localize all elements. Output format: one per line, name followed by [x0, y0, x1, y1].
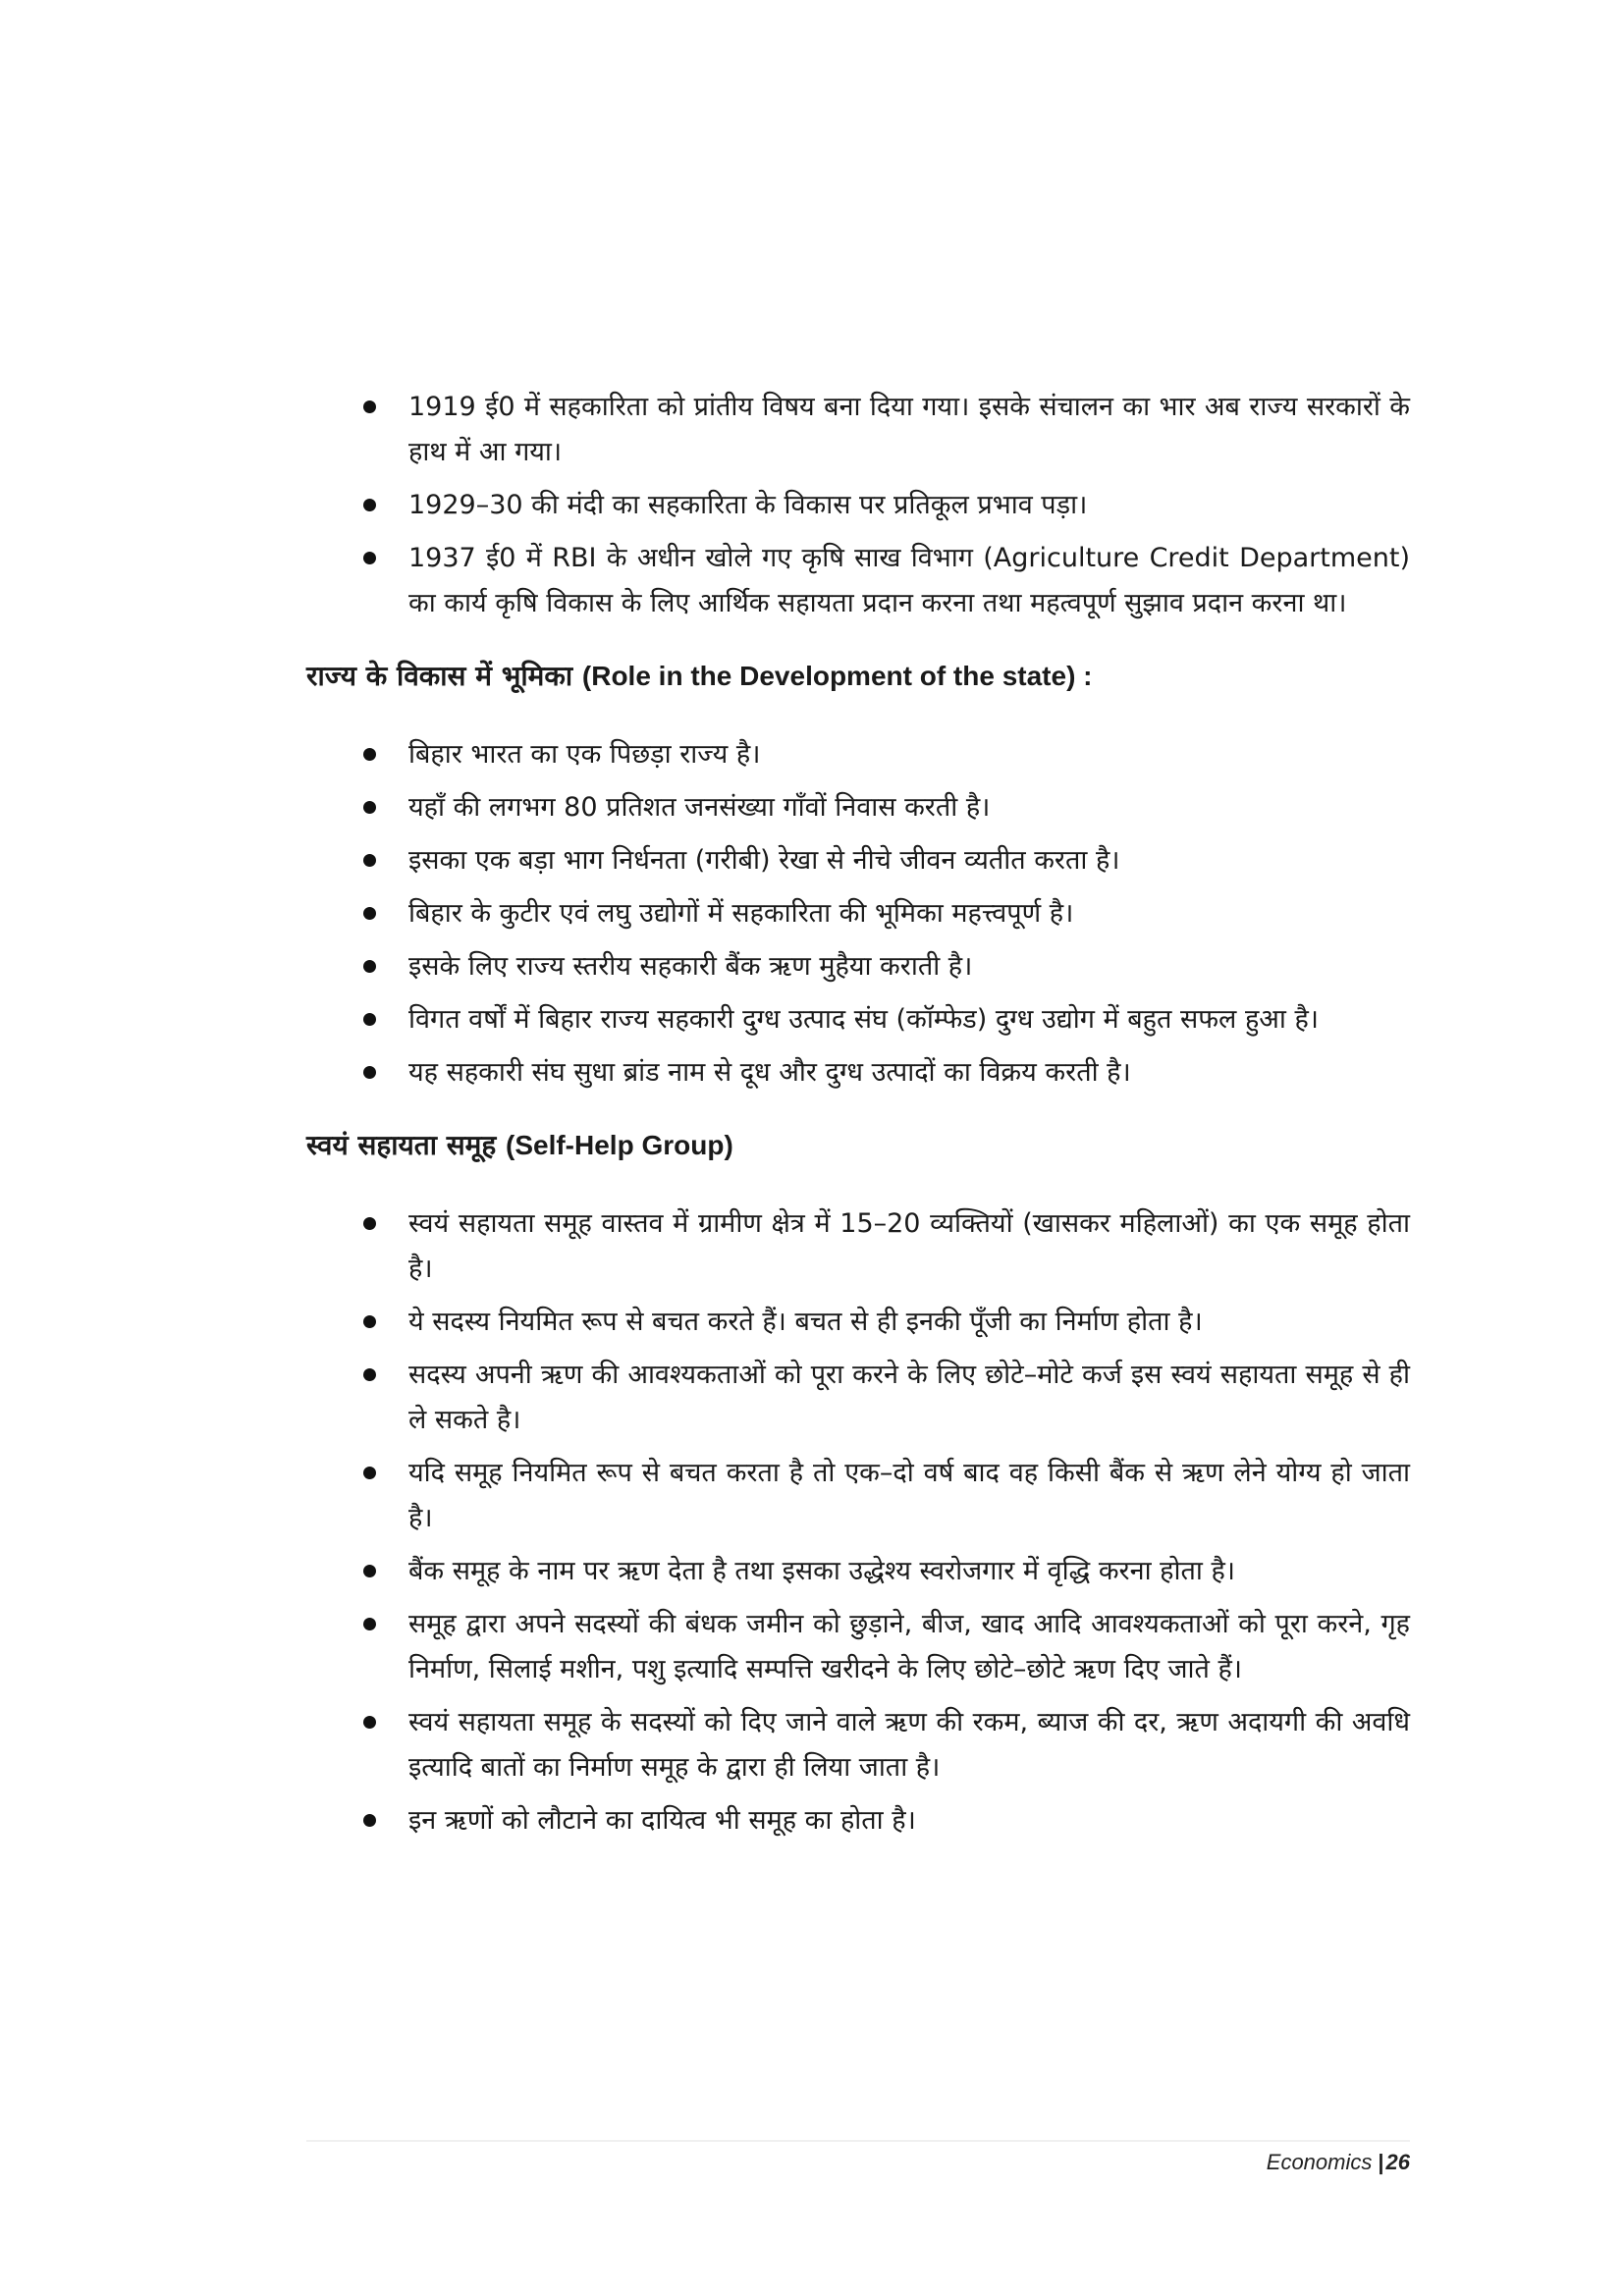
bullet-dot-icon: [363, 1467, 376, 1479]
heading-hindi: स्वयं सहायता समूह: [306, 1129, 497, 1161]
bullet-dot-icon: [363, 1217, 376, 1230]
bullet-dot-icon: [363, 1565, 376, 1577]
list-item: [306, 1700, 1410, 1790]
bullet-dot-icon: [363, 1013, 376, 1026]
list-item: [306, 732, 1410, 777]
list-item-text: यह सहकारी संघ सुधा ब्रांड नाम से दूध और दुग्ध उत्पादों का विक्रय करती है।: [408, 1057, 1131, 1088]
list-item: [306, 785, 1410, 830]
history-bullet-list: [306, 385, 1410, 626]
list-item-text: स्वयं सहायता समूह वास्तव में ग्रामीण क्षेत्र में 15–20 व्यक्तियों (खासकर महिलाओं) का एक समूह होता है।: [408, 1208, 1410, 1284]
bullet-dot-icon: [363, 552, 376, 564]
bullet-dot-icon: [363, 1716, 376, 1729]
list-item: [306, 1353, 1410, 1443]
shg-bullet-list: [306, 1201, 1410, 1843]
list-item-text: यदि समूह नियमित रूप से बचत करता है तो एक–दो वर्ष बाद वह किसी बैंक से ऋण लेने योग्य हो जाता है।: [408, 1458, 1410, 1533]
list-item-text: इन ऋणों को लौटाने का दायित्व भी समूह का होता है।: [408, 1805, 916, 1836]
heading-english: (Role in the Development of the state) :: [581, 661, 1093, 691]
list-item-text: इसका एक बड़ा भाग निर्धनता (गरीबी) रेखा से नीचे जीवन व्यतीत करता है।: [408, 845, 1120, 876]
list-item: [306, 838, 1410, 883]
bullet-dot-icon: [363, 854, 376, 867]
page-footer: [1267, 2150, 1410, 2175]
section-heading-self-help-group: [306, 1123, 1410, 1168]
list-item: [306, 1798, 1410, 1843]
list-item-text: इसके लिए राज्य स्तरीय सहकारी बैंक ऋण मुहैया कराती है।: [408, 951, 973, 982]
list-item-text: यहाँ की लगभग 80 प्रतिशत जनसंख्या गाँवों निवास करती है।: [408, 792, 991, 823]
heading-english: (Self-Help Group): [506, 1130, 733, 1160]
bullet-dot-icon: [363, 1618, 376, 1630]
list-item-text: बैंक समूह के नाम पर ऋण देता है तथा इसका उद्धेश्य स्वरोजगार में वृद्धि करना होता है।: [408, 1556, 1236, 1586]
page-content: [306, 385, 1410, 1851]
list-item-text: विगत वर्षों में बिहार राज्य सहकारी दुग्ध उत्पाद संघ (कॉम्फेड) दुग्ध उद्योग में बहुत सफल हुआ है।: [408, 1004, 1320, 1035]
list-item-text: 1929–30 की मंदी का सहकारिता के विकास पर प्रतिकूल प्रभाव पड़ा।: [408, 490, 1088, 520]
list-item: [306, 1050, 1410, 1095]
list-item: [306, 997, 1410, 1042]
list-item-text: बिहार भारत का एक पिछड़ा राज्य है।: [408, 739, 761, 770]
bullet-dot-icon: [363, 1368, 376, 1381]
list-item: [306, 944, 1410, 989]
section-heading-role-in-development: [306, 654, 1410, 699]
footer-subject: Economics: [1266, 2150, 1373, 2174]
bullet-dot-icon: [363, 907, 376, 920]
list-item: [306, 1300, 1410, 1345]
bullet-dot-icon: [363, 1315, 376, 1328]
list-item-text: 1937 ई0 में RBI के अधीन खोले गए कृषि साख विभाग (Agriculture Credit Department) का कार्य कृषि विकास के लिए आर्थिक सहायता प्रदान करना तथा महत्वपूर्ण सुझाव प्रदान करना था।: [408, 543, 1410, 618]
list-item-text: 1919 ई0 में सहकारिता को प्रांतीय विषय बना दिया गया। इसके संचालन का भार अब राज्य सरकारों के हाथ में आ गया।: [408, 392, 1410, 467]
bullet-dot-icon: [363, 499, 376, 511]
list-item-text: ये सदस्य नियमित रूप से बचत करते हैं। बचत से ही इनकी पूँजी का निर्माण होता है।: [408, 1307, 1203, 1337]
list-item: [306, 1602, 1410, 1692]
list-item-text: सदस्य अपनी ऋण की आवश्यकताओं को पूरा करने के लिए छोटे–मोटे कर्ज इस स्वयं सहायता समूह से ही ले सकते है।: [408, 1360, 1410, 1435]
bullet-dot-icon: [363, 400, 376, 413]
list-item-text: समूह द्वारा अपने सदस्यों की बंधक जमीन को छुड़ाने, बीज, खाद आदि आवश्यकताओं को पूरा करने, गृह निर्माण, सिलाई मशीन, पशु इत्यादि सम्पत्ति खरीदने के लिए छोटे–छोटे ऋण दिए जाते हैं।: [408, 1609, 1410, 1684]
list-item: [306, 483, 1410, 528]
bullet-dot-icon: [363, 1814, 376, 1827]
list-item: [306, 536, 1410, 626]
list-item: [306, 891, 1410, 936]
heading-hindi: राज्य के विकास में भूमिका: [306, 660, 573, 692]
list-item: [306, 1201, 1410, 1292]
footer-divider: [306, 2140, 1410, 2142]
page-number: 26: [1385, 2150, 1410, 2174]
bullet-dot-icon: [363, 960, 376, 973]
list-item: [306, 1549, 1410, 1594]
list-item-text: बिहार के कुटीर एवं लघु उद्योगों में सहकारिता की भूमिका महत्त्वपूर्ण है।: [408, 898, 1074, 929]
list-item-text: स्वयं सहायता समूह के सदस्यों को दिए जाने वाले ऋण की रकम, ब्याज की दर, ऋण अदायगी की अवधि इत्यादि बातों का निर्माण समूह के द्वारा ही लिया जाता है।: [408, 1707, 1410, 1783]
bullet-dot-icon: [363, 1066, 376, 1079]
role-bullet-list: [306, 732, 1410, 1095]
list-item: [306, 1451, 1410, 1541]
list-item: [306, 385, 1410, 475]
bullet-dot-icon: [363, 801, 376, 814]
bullet-dot-icon: [363, 748, 376, 761]
footer-separator: |: [1378, 2150, 1384, 2174]
